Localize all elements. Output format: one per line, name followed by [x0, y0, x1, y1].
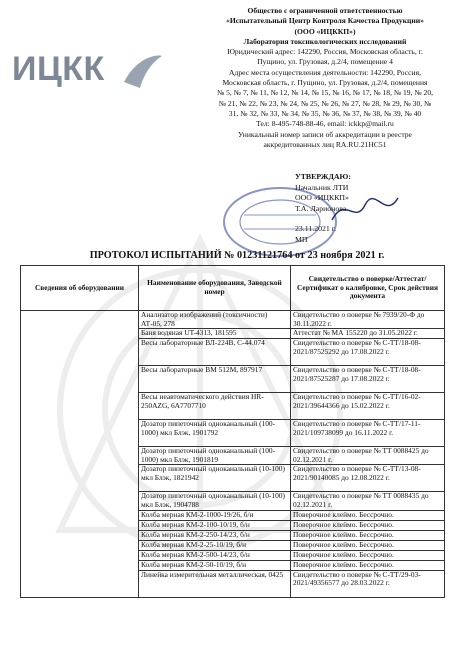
approver-position: Начальник ЛТИ	[295, 182, 349, 192]
equipment-document: Поверочное клеймо. Бессрочно.	[291, 560, 445, 570]
equipment-document: Поверочное клеймо. Бессрочно.	[291, 510, 445, 520]
equipment-name: Баня водяная UT-4313, 181595	[139, 329, 291, 339]
protocol-title: ПРОТОКОЛ ИСПЫТАНИЙ № 01231121764 от 23 ноября 2021 г.	[89, 250, 385, 261]
equipment-name: Весы лабораторные ВМ 512М, 897917	[139, 366, 291, 393]
equipment-document: Свидетельство о поверке № С-ТТ/18-08-2021/87525292 до 17.08.2022 г.	[291, 339, 445, 366]
equipment-info-cell	[21, 311, 139, 598]
accreditation: Уникальный номер записи об аккредитации в реестре	[238, 129, 412, 139]
equipment-name: Дозатор пипеточный одноканальный (10-100) мкл Блэк, 1821942	[139, 465, 291, 492]
equipment-document: Свидетельство о поверке № 7939/20-Ф до 30.11.2022 г.	[291, 311, 445, 329]
activity-address: Московская область, г. Пущино, ул. Грузовая, д.2/4, помещения	[222, 78, 428, 88]
approval-title: УТВЕРЖДАЮ:	[295, 172, 351, 181]
equipment-name: Колба мерная КМ-2-250-14/23, б/н	[139, 530, 291, 540]
equipment-document: Свидетельство о поверке № ТТ 0088435 до 02.12.2021 г.	[291, 492, 445, 510]
seal-label: МП	[295, 234, 308, 244]
organization-details	[190, 6, 460, 150]
table-row	[21, 311, 445, 329]
equipment-name: Колба мерная КМ-2-100-10/19, б/н	[139, 520, 291, 530]
equipment-name: Анализатор изображений (токсичности) АТ-05, 278	[139, 311, 291, 329]
legal-address: Юридический адрес: 142290, Россия, Московская область, г.	[227, 47, 423, 57]
approval-date: 23.11.2021 г.	[295, 224, 337, 233]
equipment-table	[20, 265, 445, 598]
org-short-name: (ООО «ИЦККП»)	[294, 26, 356, 36]
equipment-name: Линейка измерительная металлическая, 0425	[139, 570, 291, 597]
equipment-name: Колба мерная КМ-2-25-10/19, б/н	[139, 540, 291, 550]
equipment-name: Дозатор пипеточный одноканальный (100-1000) мкл Блэк, 1901819	[139, 447, 291, 465]
equipment-document: Свидетельство о поверке № ТТ 0088425 до 02.12.2021 г.	[291, 447, 445, 465]
lab-name: Лаборатория токсикологических исследований	[243, 36, 407, 46]
signature-icon	[330, 190, 400, 230]
equipment-document: Свидетельство о поверке № С-ТТ/17-11-2021/109738099 до 16.11.2022 г.	[291, 420, 445, 447]
column-header: Свидетельство о поверке/Аттестат/Сертификат о калибровке, Срок действия документа	[291, 266, 445, 311]
org-name: «Испытательный Центр Контроля Качества Продукции»	[226, 16, 424, 26]
equipment-document: Поверочное клеймо. Бессрочно.	[291, 520, 445, 530]
equipment-name: Колба мерная КМ-2-500-14/23, б/н	[139, 550, 291, 560]
equipment-name: Колба мерная КМ-2-50-10/19, б/н	[139, 560, 291, 570]
equipment-document: Поверочное клеймо. Бессрочно.	[291, 540, 445, 550]
approver-org: ООО «ИЦККП»	[295, 193, 349, 202]
equipment-name: Весы неавтоматического действия HR-250AZG, 6A7707710	[139, 393, 291, 420]
column-header: Наименование оборудования, Заводской номер	[139, 266, 291, 311]
org-line: Общество с ограниченной ответственностью	[247, 6, 403, 15]
accreditation: аккредитованных лиц RA.RU.21НС51	[263, 139, 387, 149]
letterhead	[0, 0, 474, 150]
equipment-name: Дозатор пипеточный одноканальный (10-100) мкл Блэк, 1904788	[139, 492, 291, 510]
equipment-name: Весы лабораторные ВЛ-224В, С-44.074	[139, 339, 291, 366]
column-header: Сведения об оборудовании	[21, 266, 139, 311]
equipment-document: Свидетельство о поверке № С-ТТ/16-02-2021/39644366 до 15.02.2022 г.	[291, 393, 445, 420]
activity-address: Адрес места осуществления деятельности: 142290, Россия,	[229, 67, 421, 77]
equipment-document: Поверочное клеймо. Бессрочно.	[291, 530, 445, 540]
activity-address: № 21, № 22, № 23, № 24, № 25, № 26, № 27, № 28, № 29, № 30, №	[218, 98, 432, 108]
equipment-document: Аттестат № МА 155220 до 31.05.2022 г.	[291, 329, 445, 339]
equipment-document: Свидетельство о поверке № С-ТТ/29-03-2021/49356577 до 28.03.2022 г.	[291, 570, 445, 597]
legal-address: Пущино, ул. Грузовая, д.2/4, помещение 4	[257, 57, 393, 67]
contacts: Тел: 8-495-748-88-46, email: ickkp@mail.ru	[256, 119, 394, 129]
logo-text: ИЦКК	[12, 50, 105, 88]
equipment-name: Колба мерная КМ-2-1000-19/26, б/н	[139, 510, 291, 520]
activity-address: № 5, № 7, № 11, № 12, № 14, № 15, № 16, № 17, № 18, № 19, № 20,	[216, 88, 434, 98]
activity-address: 31, № 32, № 33, № 34, № 35, № 36, № 37, № 38, № 39, № 40	[228, 108, 422, 118]
equipment-document: Свидетельство о поверке № С-ТТ/18-08-2021/87525287 до 17.08.2022 г.	[291, 366, 445, 393]
approver-name: Т.А. Ларионова	[295, 203, 347, 213]
equipment-document: Свидетельство о поверке № С-ТТ/13-08-2021/90140085 до 12.08.2022 г.	[291, 465, 445, 492]
equipment-document: Поверочное клеймо. Бессрочно.	[291, 550, 445, 560]
equipment-name: Дозатор пипеточный одноканальный (100-1000) мкл Блэк, 1901792	[139, 420, 291, 447]
